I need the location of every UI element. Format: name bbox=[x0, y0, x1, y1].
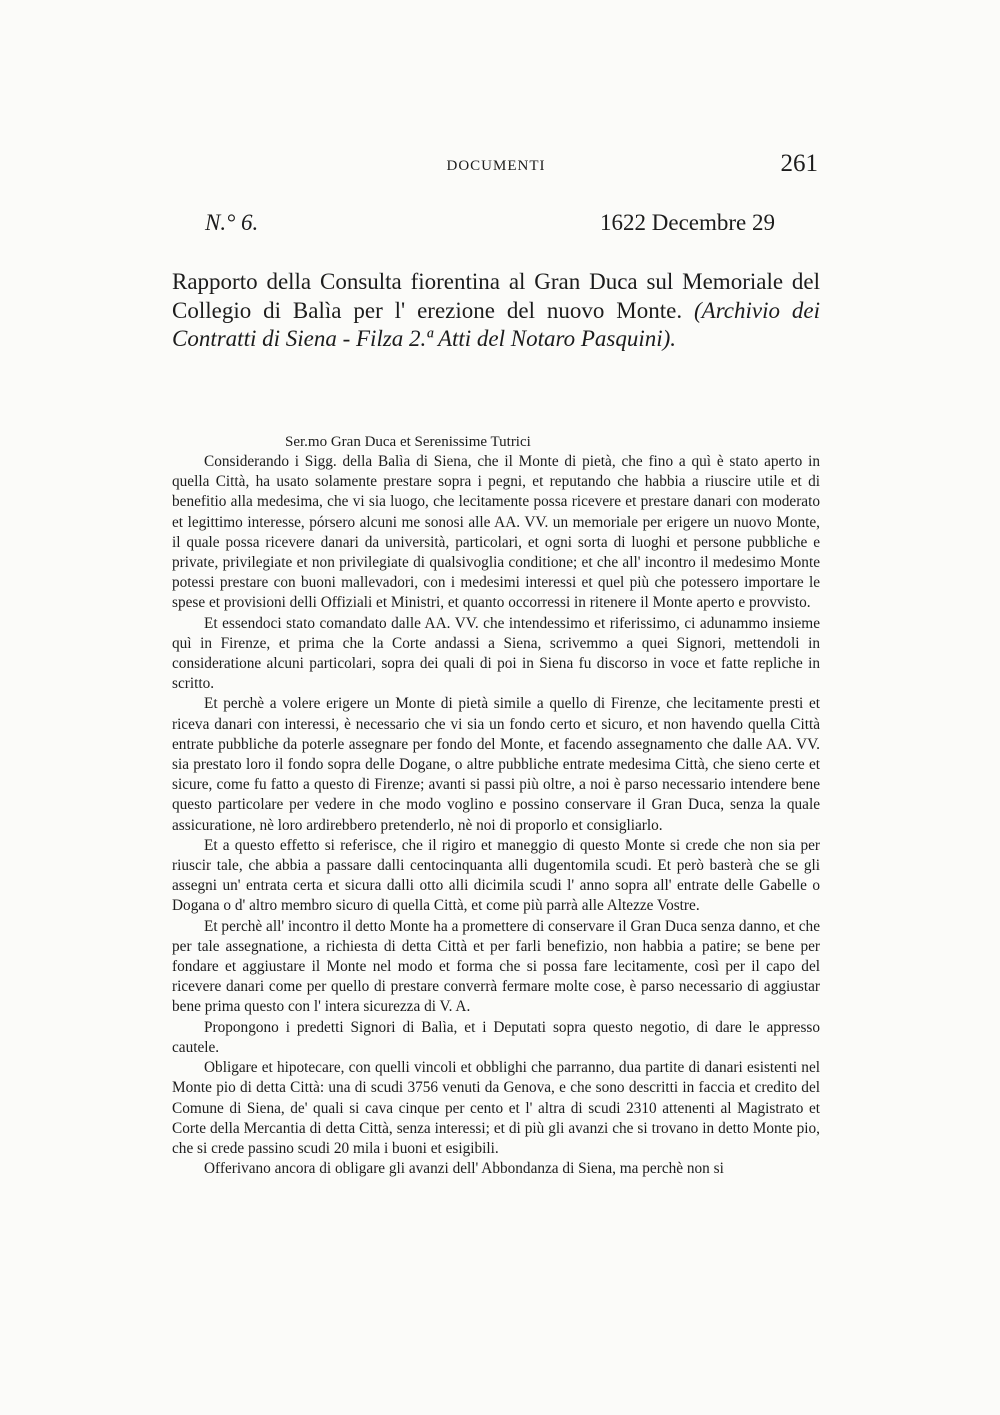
paragraph: Obligare et hipotecare, con quelli vincoli et obblighi che parranno, dua partite di danari esistenti nel Monte pio di detta Città: una di scudi 3756 venuti da Genova, e che sono descritti in faccia et credito del Comune di Siena, de' quali si cava cinque per cento et l' altra di scudi 2310 attenenti al Magistrato et Corte della Mercantia di detta Città, senza interessi; et di più gli avanzi che si trovano in detto Monte pio, che si crede passino scudi 20 mila i buoni et esigibili. bbox=[172, 1059, 820, 1157]
document-body bbox=[172, 452, 820, 1179]
running-head bbox=[172, 150, 820, 182]
paragraph: Considerando i Sigg. della Balìa di Siena, che il Monte di pietà, che fino a quì è stato aperto in quella Città, ha usato solamente prestare sopra i pegni, et reputando che habbia a riuscire utile et di benefitio alla medesima, che vi sia luogo, che lecitamente possa ricevere et prestare danari con moderato et legittimo interesse, pórsero alcuni me sonosi alle AA. VV. un memoriale per erigere un nuovo Monte, il quale possa ricevere danari da università, particolari, et ogni sorta di luoghi et persone pubbliche e private, privilegiate et non privilegiate di qualsivoglia conditione; et che all' incontro il medesimo Monte potessi prestare con buoni mallevadori, con i medesimi interessi et quel più che potessero importare le spese et provisioni delli Offiziali et Ministri, et quanto occorressi in ritenere il Monte aperto e provvisto. bbox=[172, 453, 820, 612]
paragraph: Et perchè all' incontro il detto Monte ha a promettere di conservare il Gran Duca senza danno, et che per tale assegnatione, a richiesta di detta Città et per farli benefizio, non habbia a patire; se bene per fondare et aggiustare il Monte nel modo et forma che si possa fare lecitamente, così per il capo del ricevere danari come per quello di prestare converrà fermare molte cose, è parso necessario di aggiustar bene prima questo con l' intera sicurezza di V. A. bbox=[172, 917, 820, 1016]
page-number: 261 bbox=[780, 150, 818, 177]
archive-reference: (Archivio dei Contratti di Siena - Filza 2.ª Atti del Notaro Pasquini). bbox=[172, 297, 820, 351]
document-title bbox=[172, 268, 820, 354]
paragraph: Et perchè a volere erigere un Monte di pietà simile a quello di Firenze, che lecitamente presti et riceva danari con interessi, è necessario che vi sia un fondo certo et sicuro, et non havendo quella Città entrate pubbliche da poterle assegnare per fondo del Monte, et facendo assegnamento che dalle AA. VV. sia prestato loro il fondo sopra delle Dogane, o altre pubbliche entrate medesima Città, che sieno certe et sicure, come fu fatto a questo di Firenze; avanti si passi più oltre, a noi è parso necessario intendere bene questo particolare per vedere in che modo voglino e possino conservare il Gran Duca, senza la quale assicuratione, nè loro ardirebbero pretenderlo, nè noi di proporlo et consigliarlo. bbox=[172, 695, 820, 834]
running-head-title: DOCUMENTI bbox=[446, 158, 546, 174]
salutation: Ser.mo Gran Duca et Serenissime Tutrici bbox=[285, 434, 531, 450]
paragraph: Propongono i predetti Signori di Balìa, et i Deputati sopra questo negotio, di dare le appresso cautele. bbox=[172, 1018, 820, 1056]
document-number: N.° 6. bbox=[205, 210, 259, 235]
paragraph: Offerivano ancora di obligare gli avanzi dell' Abbondanza di Siena, ma perchè non si bbox=[204, 1160, 724, 1178]
paragraph: Et a questo effetto si referisce, che il rigiro et maneggio di questo Monte si crede che non sia per riuscir tale, che abbia a passare dalli centocinquanta alli dugentomila scudi. Et però basterà che se gli assegni un' entrata certa et sicura dalli otto alli dicimila scudi l' anno sopra all' entrate delle Gabelle o Dogana o d' altro membro sicuro di quella Città, et come più parrà alle Altezze Vostre. bbox=[172, 836, 820, 915]
paragraph: Et essendoci stato comandato dalle AA. VV. che intendessimo et riferissimo, ci adunammo insieme quì in Firenze, et prima che la Corte andassi a Siena, scrivemmo a quei Signori, mettendoli in consideratione alcuni particolari, sopra dei quali di poi in Siena fu discorso in voce et fatte repliche in scritto. bbox=[172, 614, 820, 693]
document-date: 1622 Decembre 29 bbox=[600, 210, 775, 235]
document-title-main: Rapporto della Consulta fiorentina al Gran Duca sul Memoriale del Collegio di Balìa per l' erezione del nuovo Monte. bbox=[172, 269, 820, 323]
document-header bbox=[205, 210, 775, 242]
